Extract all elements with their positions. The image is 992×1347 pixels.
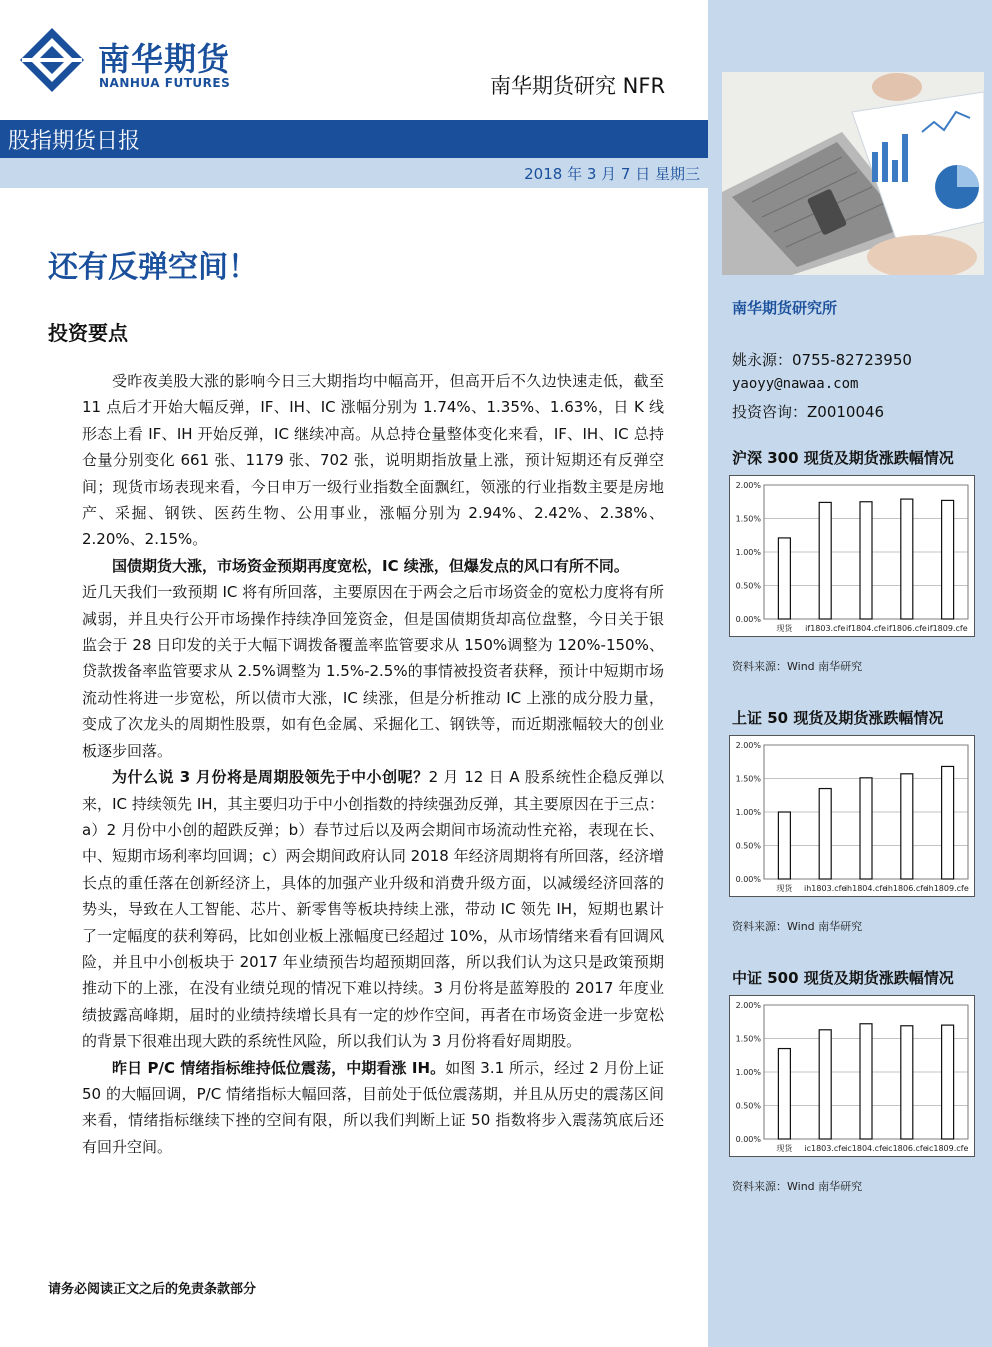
x-tick-label: if1804.cfe	[845, 624, 887, 633]
bar-现货	[778, 1049, 790, 1139]
bar-ic1806.cfe	[901, 1026, 913, 1139]
y-tick-label: 0.00%	[735, 615, 761, 624]
chart-source-hs300: 资料来源：Wind 南华研究	[732, 660, 863, 673]
chart-sz50	[729, 735, 975, 897]
x-tick-label: if1803.cfe	[805, 624, 846, 633]
x-tick-label: ic1804.cfe	[845, 1144, 887, 1153]
x-tick-label: ic1806.cfe	[885, 1144, 928, 1153]
y-tick-label: 2.00%	[735, 741, 761, 750]
paragraph-1: 受昨夜美股大涨的影响今日三大期指均中幅高开，但高开后不久边快速走低，截至 11 点后才开始大幅反弹，IF、IH、IC 涨幅分别为 1.74%、1.35%、1.63%，日 K 线形态上看 IF、IH 开始反弹，IC 继续冲高。从总持仓量整体变化来看，IF、IH、IC 总持仓量分别变化 661 张、1179 张、702 张，说明期指放量上涨，预计短期还有反弹空间；现货市场表现来看，今日申万一级行业指数全面飘红，领涨的行业指数主要是房地产、采掘、钢铁、医药生物、公用事业，涨幅分别为 2.94%、2.42%、2.38%、2.20%、2.15%。	[82, 372, 664, 549]
paragraph-2	[82, 553, 664, 579]
paragraph-2-lead: 国债期货大涨，市场资金预期再度宽松，IC 续涨，但爆发点的风口有所不同。	[112, 556, 629, 575]
x-tick-label: ih1806.cfe	[885, 884, 928, 893]
y-tick-label: 0.50%	[735, 581, 761, 591]
x-tick-label: ic1803.cfe	[804, 1144, 847, 1153]
y-tick-label: 0.50%	[735, 841, 761, 851]
report-type: 股指期货日报	[8, 129, 141, 154]
y-tick-label: 1.00%	[735, 548, 761, 557]
paragraph-4-lead: 昨日 P/C 情绪指标维持低位震荡，中期看涨 IH。	[112, 1058, 446, 1077]
bar-ic1809.cfe	[942, 1025, 954, 1139]
analyst-email[interactable]: yaoyy@nawaa.com	[732, 376, 859, 392]
bar-ih1806.cfe	[901, 774, 913, 879]
x-tick-label: if1806.cfe	[886, 624, 927, 633]
paragraph-3	[82, 764, 664, 1054]
research-institute: 南华期货研究所	[732, 299, 838, 317]
x-tick-label: ih1809.cfe	[926, 884, 969, 893]
x-tick-label: ic1809.cfe	[926, 1144, 969, 1153]
article-body	[82, 368, 664, 1160]
nanhua-logo-icon	[20, 28, 84, 92]
research-label: 南华期货研究 NFR	[490, 74, 666, 98]
x-tick-label: 现货	[776, 624, 793, 633]
chart-hs300	[729, 475, 975, 637]
bar-ic1803.cfe	[819, 1030, 831, 1139]
paragraph-4	[82, 1055, 664, 1161]
bar-ih1809.cfe	[942, 766, 954, 879]
chart-source-sz50: 资料来源：Wind 南华研究	[732, 920, 863, 933]
y-tick-label: 1.50%	[735, 1034, 761, 1044]
bar-ih1803.cfe	[819, 789, 831, 879]
analyst-contact: 姚永源：0755-82723950	[732, 351, 912, 369]
y-tick-label: 1.00%	[735, 1068, 761, 1077]
bar-现货	[778, 812, 790, 879]
paragraph-3-body: 2 月 12 日 A 股系统性企稳反弹以来，IC 持续领先 IH，其主要归功于中小创指数的持续强劲反弹，其主要原因在于三点：a）2 月份中小创的超跌反弹；b）春节过后以及两会期间市场流动性充裕，表现在长、中、短期市场利率均回调；c）两会期间政府认同 2018 年经济周期将有所回落，经济增长点的重任落在创新经济上，具体的加强产业升级和消费升级方面，以减缓经济回落的势头，导致在人工智能、芯片、新零售等板块持续上涨，带动 IC 领先 IH，短期也累计了一定幅度的获利筹码，比如创业板上涨幅度已经超过 10%，从市场情绪来看有回调风险，并且中小创板块于 2017 年业绩预告均超预期回落，所以我们认为这只是政策预期推动下的上涨，在没有业绩兑现的情况下难以持续。3 月份将是蓝筹股的 2017 年度业绩披露高峰期，届时的业绩持续增长具有一定的炒作空间，再者在市场资金进一步宽松的背景下很难出现大跌的系统性风险，所以我们认为 3 月份将看好周期股。	[82, 768, 664, 1051]
headline: 还有反弹空间！	[48, 250, 258, 285]
report-date: 2018 年 3 月 7 日 星期三	[524, 165, 700, 183]
bar-if1804.cfe	[860, 502, 872, 619]
chart-title-zz500: 中证 500 现货及期货涨跌幅情况	[732, 969, 954, 987]
chart-source-zz500: 资料来源：Wind 南华研究	[732, 1180, 863, 1193]
chart-title-hs300: 沪深 300 现货及期货涨跌幅情况	[732, 449, 954, 467]
paragraph-4-body: 如图 3.1 所示，经过 2 月份上证 50 的大幅回调，P/C 情绪指标大幅回落，目前处于低位震荡期，并且从历史的震荡区间来看，情绪指标继续下挫的空间有限，所以我们判断上证 50 指数将步入震荡筑底后还有回升空间。	[82, 1058, 664, 1156]
y-tick-label: 1.00%	[735, 808, 761, 817]
y-tick-label: 0.00%	[735, 875, 761, 884]
cover-photo	[722, 72, 984, 275]
y-tick-label: 0.00%	[735, 1135, 761, 1144]
paragraph-3-lead: 为什么说 3 月份将是周期股领先于中小创呢？	[112, 768, 429, 787]
bar-if1806.cfe	[901, 499, 913, 619]
bar-if1809.cfe	[942, 500, 954, 619]
paragraph-2-body: 近几天我们一致预期 IC 将有所回落，主要原因在于两会之后市场资金的宽松力度将有所减弱，并且央行公开市场操作持续净回笼资金，但是国债期货却高位盘整，今日关于银监会于 28 日印发的关于大幅下调拨备覆盖率监管要求从 150%调整为 120%-150%、贷款拨备率监管要求从 2.5%调整为 1.5%-2.5%的事情被投资者获释，预计中短期市场流动性将进一步宽松，所以债市大涨，IC 续涨，但是分析推动 IC 上涨的成分股力量，变成了次龙头的周期性股票，如有色金属、采掘化工、钢铁等，而近期涨幅较大的创业板逐步回落。	[82, 583, 664, 760]
y-tick-label: 1.50%	[735, 774, 761, 784]
y-tick-label: 1.50%	[735, 514, 761, 524]
chart-zz500	[729, 995, 975, 1157]
logo-text-en: NANHUA FUTURES	[99, 76, 231, 90]
chart-title-sz50: 上证 50 现货及期货涨跌幅情况	[732, 709, 944, 727]
y-tick-label: 0.50%	[735, 1101, 761, 1111]
bar-现货	[778, 538, 790, 619]
x-tick-label: 现货	[776, 1144, 793, 1153]
section-heading: 投资要点	[48, 321, 128, 345]
x-tick-label: if1809.cfe	[927, 624, 968, 633]
y-tick-label: 2.00%	[735, 1001, 761, 1010]
bar-ic1804.cfe	[860, 1024, 872, 1139]
disclaimer-note: 请务必阅读正文之后的免责条款部分	[48, 1282, 257, 1297]
y-tick-label: 2.00%	[735, 481, 761, 490]
x-tick-label: ih1804.cfe	[844, 884, 888, 893]
bar-ih1804.cfe	[860, 778, 872, 879]
x-tick-label: ih1803.cfe	[804, 884, 847, 893]
logo-text-cn: 南华期货	[98, 40, 231, 78]
license-number: 投资咨询：Z0010046	[732, 403, 885, 421]
bar-if1803.cfe	[819, 502, 831, 619]
x-tick-label: 现货	[776, 884, 793, 893]
